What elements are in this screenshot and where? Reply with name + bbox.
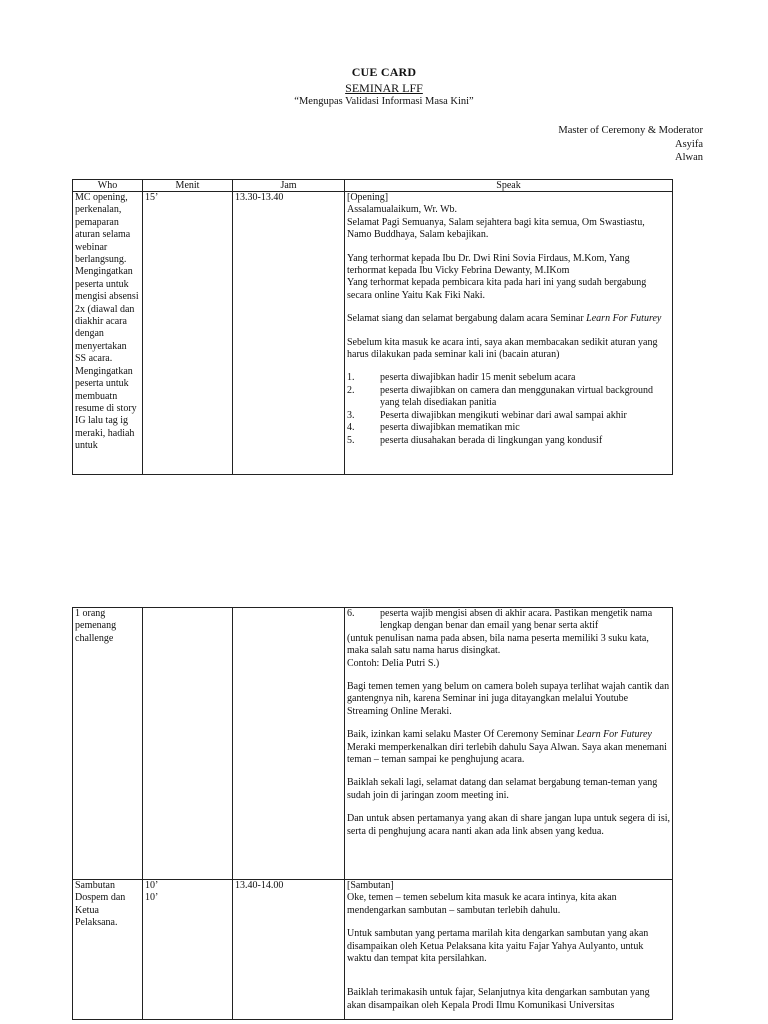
list-item: 3. Peserta diwajibkan mengikuti webinar dari awal sampai akhir xyxy=(347,409,627,421)
speak-line: Assalamualaikum, Wr. Wb. xyxy=(347,204,458,216)
speak-line: Yang terhormat kepada pembicara kita pada hari ini yang sudah bergabung secara online Yaitu Kak Fiki Naki. xyxy=(347,277,647,301)
document-subtitle: SEMINAR LFF xyxy=(345,81,423,95)
speak-line: Baiklah sekali lagi, selamat datang dan selamat bergabung teman-teman yang sudah join di jaringan zoom meeting ini. xyxy=(347,777,658,801)
cue-table-part-1 xyxy=(72,179,673,475)
cell-jam: 13.30-13.40 xyxy=(233,192,345,475)
cell-speak xyxy=(345,880,673,1020)
speak-line: Sebelum kita masuk ke acara inti, saya akan membacakan sedikit aturan yang harus dilakukan pada seminar kali ini (bacain aturan) xyxy=(347,336,658,361)
table-row xyxy=(73,608,673,880)
list-item: 6. peserta wajib mengisi absen di akhir acara. Pastikan mengetik nama lengkap dengan benar dan email yang benar serta aktif xyxy=(347,608,653,632)
column-header-menit: Menit xyxy=(143,180,233,192)
column-header-who: Who xyxy=(73,180,143,192)
column-header-speak: Speak xyxy=(345,180,673,192)
speak-heading: [Sambutan] xyxy=(347,880,394,891)
table-header-row xyxy=(73,180,673,192)
cell-menit xyxy=(143,880,233,1020)
list-item: 4. peserta diwajibkan mematikan mic xyxy=(347,422,520,434)
speak-line: Baik, izinkan kami selaku Master Of Ceremony Seminar Learn For Futurey Meraki memperkenalkan diri terlebih dahulu Saya Alwan. Saya akan menemani teman – teman sampai ke penghujung acara. xyxy=(347,729,667,766)
cell-menit: 15’ xyxy=(143,192,233,475)
document-theme: “Mengupas Validasi Informasi Masa Kini” xyxy=(294,96,474,107)
speak-line: Contoh: Delia Putri S.) xyxy=(347,657,440,669)
document-title: CUE CARD xyxy=(351,65,417,79)
role-name-1: Asyifa xyxy=(675,138,703,150)
list-item: 1. peserta diwajibkan hadir 15 menit sebelum acara xyxy=(347,372,576,384)
list-item: 5. peserta diusahakan berada di lingkungan yang kondusif xyxy=(347,434,603,446)
column-header-jam: Jam xyxy=(233,180,345,192)
cell-menit xyxy=(143,608,233,880)
cell-jam: 13.40-14.00 xyxy=(233,880,345,1020)
speak-line: Selamat siang dan selamat bergabung dalam acara Seminar Learn For Futurey xyxy=(347,313,662,325)
speak-line: Untuk sambutan yang pertama marilah kita dengarkan sambutan yang akan disampaikan oleh Ketua Pelaksana kita yaitu Fajar Yahya Aulyanto, untuk waktu dan tempat kita persilahkan. xyxy=(347,928,649,965)
table-row xyxy=(73,192,673,475)
cell-who: Sambutan Dospem dan Ketua Pelaksana. xyxy=(73,880,143,1020)
cell-speak xyxy=(345,192,673,475)
speak-line: Yang terhormat kepada Ibu Dr. Dwi Rini Sovia Firdaus, M.Kom, Yang terhormat kepada Ibu Vicky Febrina Dewanty, M.IKom xyxy=(347,252,630,277)
cell-who: MC opening, perkenalan, pemaparan aturan selama webinar berlangsung. Mengingatkan peserta untuk mengisi absensi 2x (diawal dan diakhir acara dengan menyertakan SS acara. Mengingatkan peserta untuk membuatn resume di story IG lalu tag ig meraki, hadiah untuk xyxy=(73,192,143,475)
speak-heading: [Opening] xyxy=(347,192,389,203)
role-title: Master of Ceremony & Moderator xyxy=(558,125,703,136)
menit-value: 10’ xyxy=(145,892,159,904)
cell-who: 1 orang pemenang challenge xyxy=(73,608,143,880)
cue-table-part-2 xyxy=(72,607,673,1020)
speak-line: (untuk penulisan nama pada absen, bila nama peserta memiliki 3 suku kata, maka salah satu nama harus disingkat. xyxy=(347,632,649,657)
cell-speak xyxy=(345,608,673,880)
speak-line: Bagi temen temen yang belum on camera boleh supaya terlihat wajah cantik dan gantengnya nih, karena Seminar ini juga ditayangkan melalui Youtube Streaming Online Meraki. xyxy=(347,681,670,717)
menit-value: 10’ xyxy=(145,880,159,891)
cell-jam xyxy=(233,608,345,880)
list-item: 2. peserta diwajibkan on camera dan menggunakan virtual background yang telah disediakan panitia xyxy=(347,384,653,409)
speak-line: Dan untuk absen pertamanya yang akan di share jangan lupa untuk segera di isi, serta di penghujung acara nanti akan ada link absen yang kedua. xyxy=(347,813,670,837)
table-row xyxy=(73,880,673,1020)
speak-line: Selamat Pagi Semuanya, Salam sejahtera bagi kita semua, Om Swastiastu, Namo Buddhaya, Salam kebajikan. xyxy=(347,216,645,241)
roles-block xyxy=(558,124,703,165)
speak-line: Oke, temen – temen sebelum kita masuk ke acara intinya, kita akan mendengarkan sambutan – sambutan terlebih dahulu. xyxy=(347,892,617,916)
role-name-2: Alwan xyxy=(675,152,703,163)
speak-line: Baiklah terimakasih untuk fajar, Selanjutnya kita dengarkan sambutan yang akan disampaikan oleh Kepala Prodi Ilmu Komunikasi Universitas xyxy=(347,987,650,1011)
